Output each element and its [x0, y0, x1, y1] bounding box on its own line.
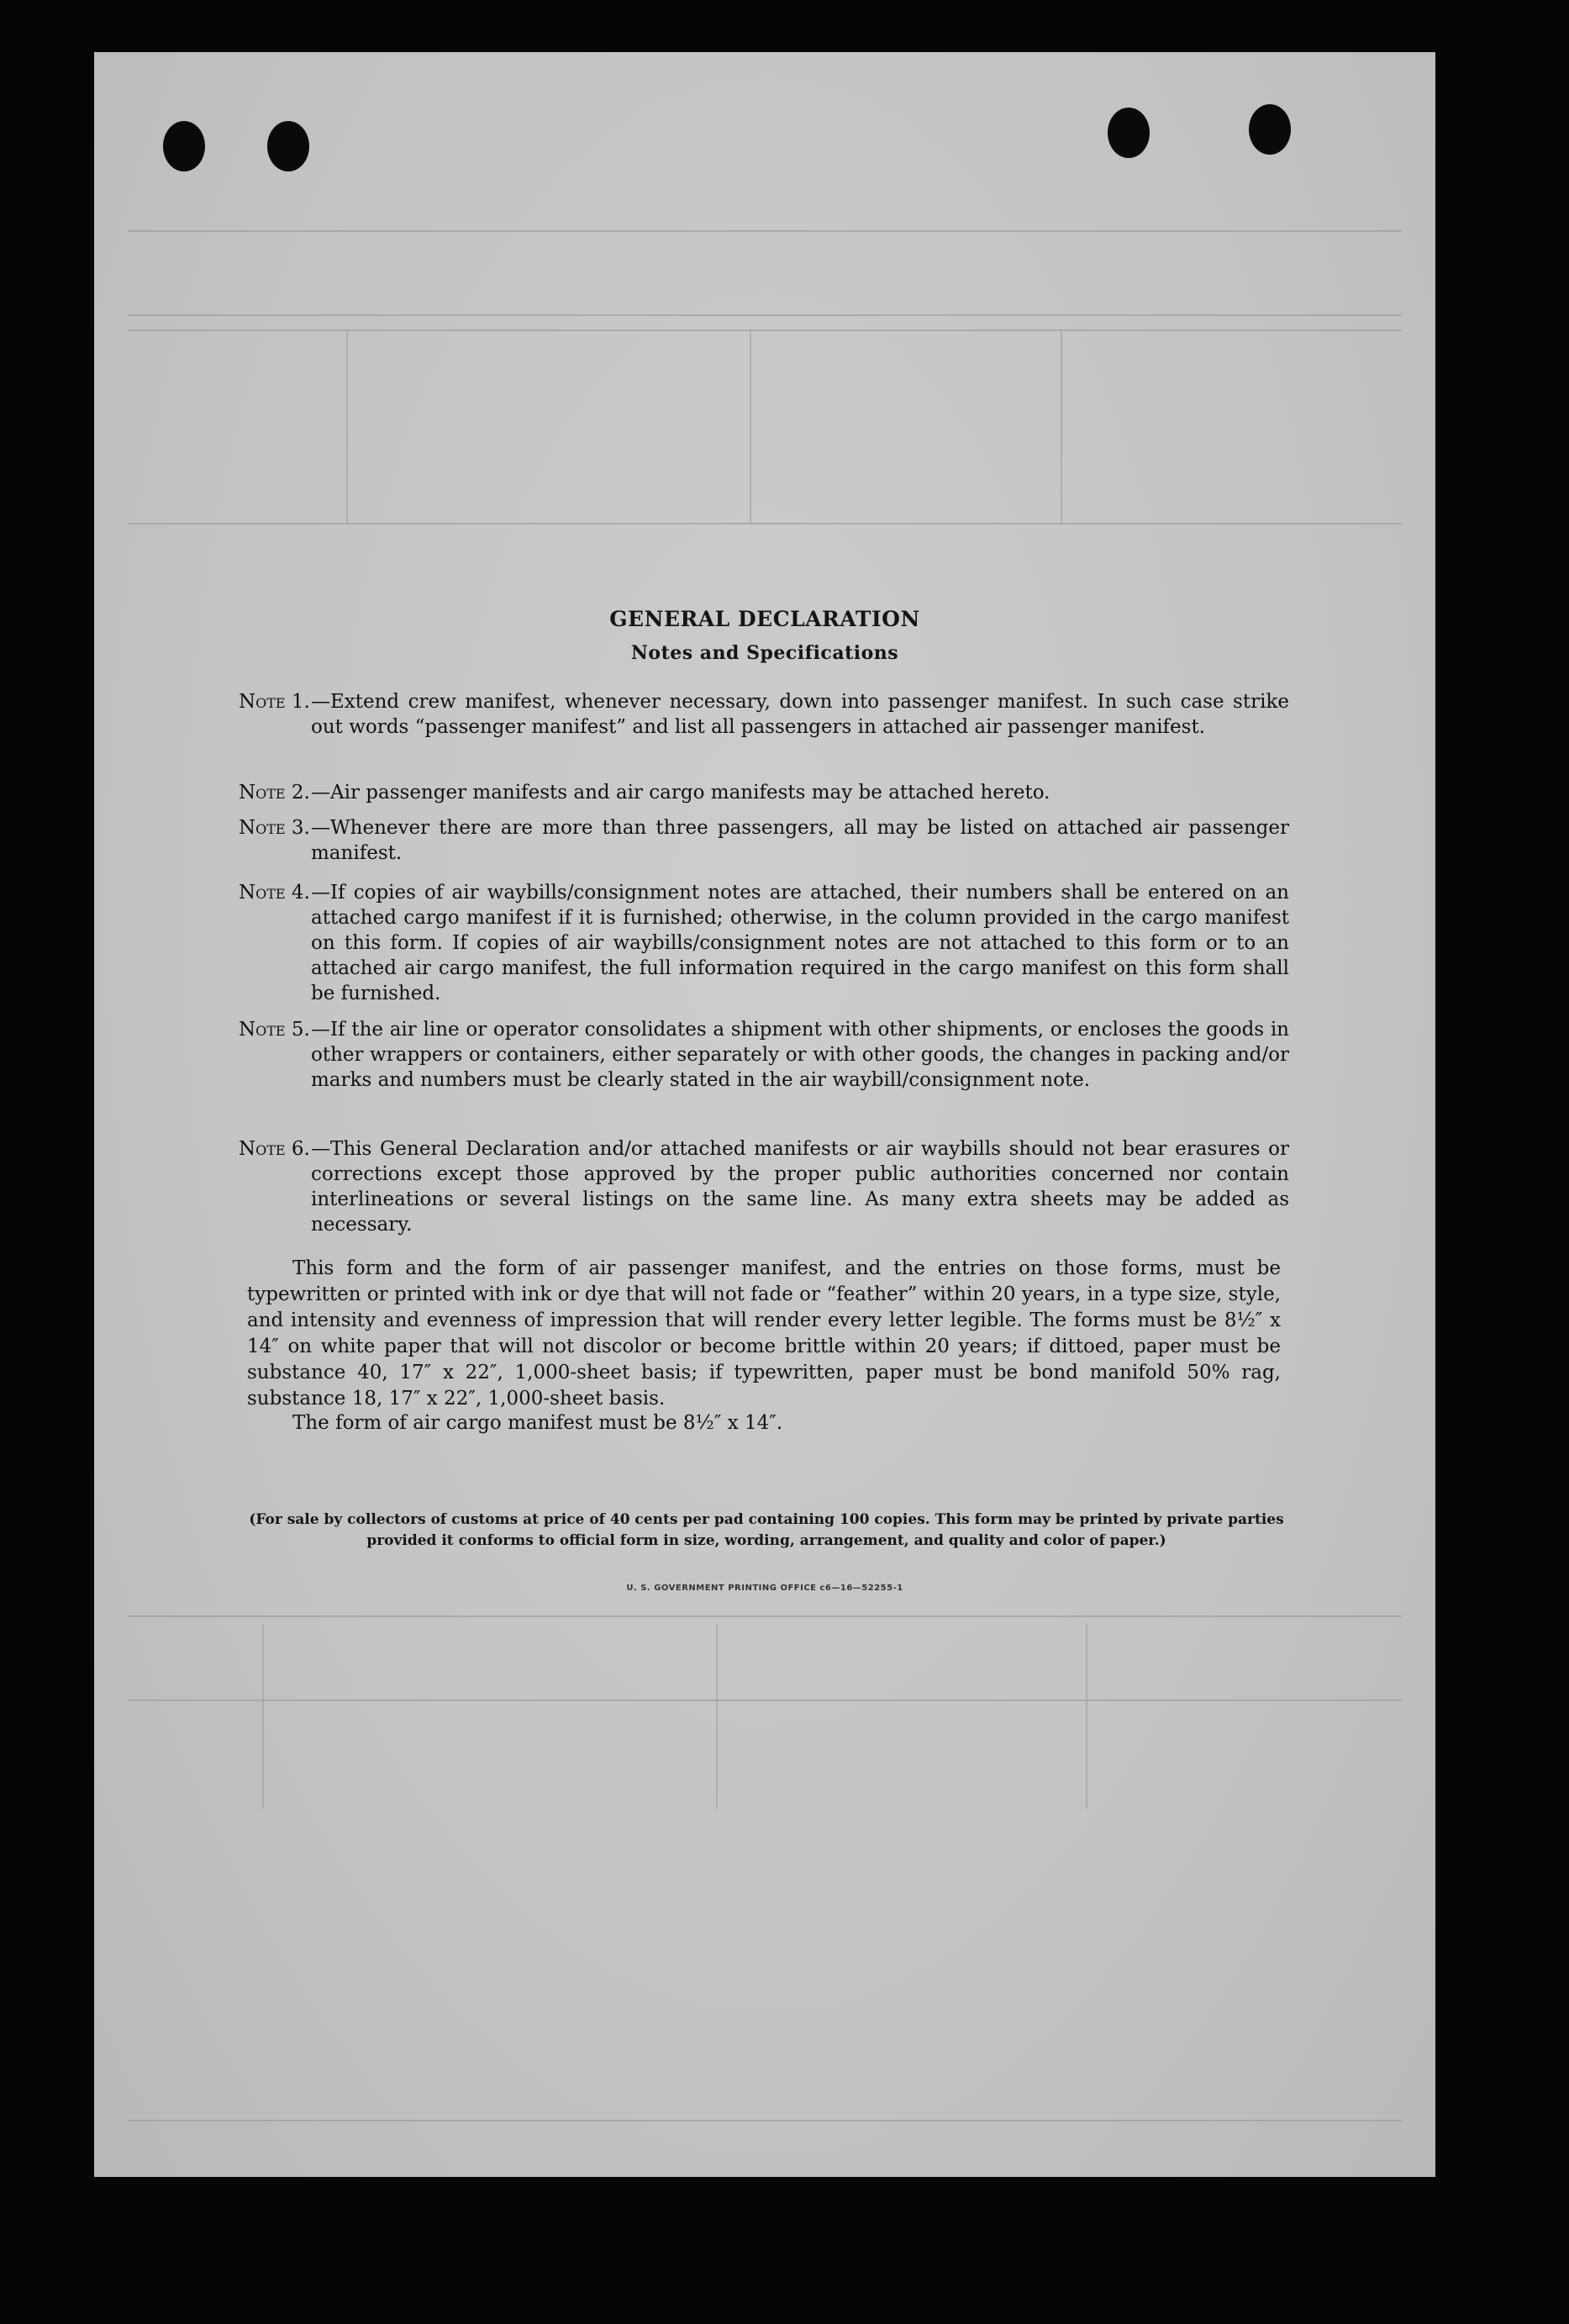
note-text: —Air passenger manifests and air cargo manifests may be attached hereto.: [311, 782, 1050, 804]
note-text: —If copies of air waybills/consignment notes are attached, their numbers shall be entered on an attached cargo manifest if it is furnished; otherwise, in the column provided in the cargo manifest on this form. If copies of air waybills/consignment notes are not attached to this form or to an attached air cargo manifest, the full information required in the cargo manifest on this form shall be furnished.: [311, 882, 1289, 1004]
note-label: Note 6.: [239, 1138, 310, 1160]
cargo-manifest-size-line: The form of air cargo manifest must be 8½″ x 14″.: [292, 1412, 783, 1434]
note-2: [239, 780, 1289, 805]
bleed-through-rule: [716, 1624, 718, 1809]
form-title: GENERAL DECLARATION: [609, 607, 920, 631]
bleed-through-rule: [128, 1615, 1402, 1617]
bleed-through-rule: [750, 329, 751, 523]
note-text: —Whenever there are more than three passengers, all may be listed on attached air passenger manifest.: [311, 817, 1289, 864]
punch-hole: [1108, 108, 1150, 158]
note-label: Note 2.: [239, 782, 310, 804]
form-subtitle: Notes and Specifications: [630, 642, 899, 664]
bleed-through-rule: [128, 230, 1402, 232]
punch-hole: [267, 121, 309, 171]
bleed-through-rule: [128, 314, 1402, 316]
note-5: [239, 1017, 1289, 1093]
specification-paragraph: This form and the form of air passenger manifest, and the entries on those forms, must be typewritten or printed with ink or dye that will not fade or “feather” within 20 years, in a type size, style, and intensity and evenness of impression that will render every letter legible. The forms must be 8½″ x 14″ on white paper that will not discolor or become brittle within 20 years; if dittoed, paper must be substance 40, 17″ x 22″, 1,000-sheet basis; if typewritten, paper must be bond manifold 50% rag, substance 18, 17″ x 22″, 1,000-sheet basis.: [247, 1257, 1281, 1410]
sale-notice: (For sale by collectors of customs at price of 40 cents per pad containing 100 copies. This form may be printed by private parties provided it conforms to official form in size, wording, arrangement, and quality and color of paper.): [249, 1511, 1284, 1549]
note-label: Note 5.: [239, 1019, 310, 1041]
bleed-through-rule: [128, 523, 1402, 524]
printer-line: U. S. GOVERNMENT PRINTING OFFICE c6—16—52255-1: [626, 1584, 903, 1593]
note-3: [239, 815, 1289, 866]
document-sheet: [94, 52, 1435, 2177]
punch-hole: [163, 121, 205, 171]
note-6: [239, 1136, 1289, 1237]
note-1: [239, 689, 1289, 740]
note-label: Note 3.: [239, 817, 310, 839]
bleed-through-rule: [1086, 1624, 1087, 1809]
bleed-through-rule: [346, 329, 348, 523]
bleed-through-rule: [262, 1624, 264, 1809]
note-label: Note 4.: [239, 882, 310, 904]
note-label: Note 1.: [239, 691, 310, 713]
punch-hole: [1249, 104, 1291, 155]
bleed-through-rule: [128, 329, 1402, 331]
bleed-through-rule: [128, 2120, 1402, 2121]
bleed-through-rule: [1061, 329, 1062, 523]
note-text: —If the air line or operator consolidates a shipment with other shipments, or encloses the goods in other wrappers or containers, either separately or with other goods, the changes in packing and/or marks and numbers must be clearly stated in the air waybill/consignment note.: [311, 1019, 1289, 1091]
note-4: [239, 880, 1289, 1006]
bleed-through-rule: [128, 1700, 1402, 1701]
note-text: —This General Declaration and/or attached manifests or air waybills should not bear erasures or corrections except those approved by the proper public authorities concerned nor contain interlineations or several listings on the same line. As many extra sheets may be added as necessary.: [311, 1138, 1289, 1236]
note-text: —Extend crew manifest, whenever necessary, down into passenger manifest. In such case strike out words “passenger manifest” and list all passengers in attached air passenger manifest.: [311, 691, 1289, 738]
